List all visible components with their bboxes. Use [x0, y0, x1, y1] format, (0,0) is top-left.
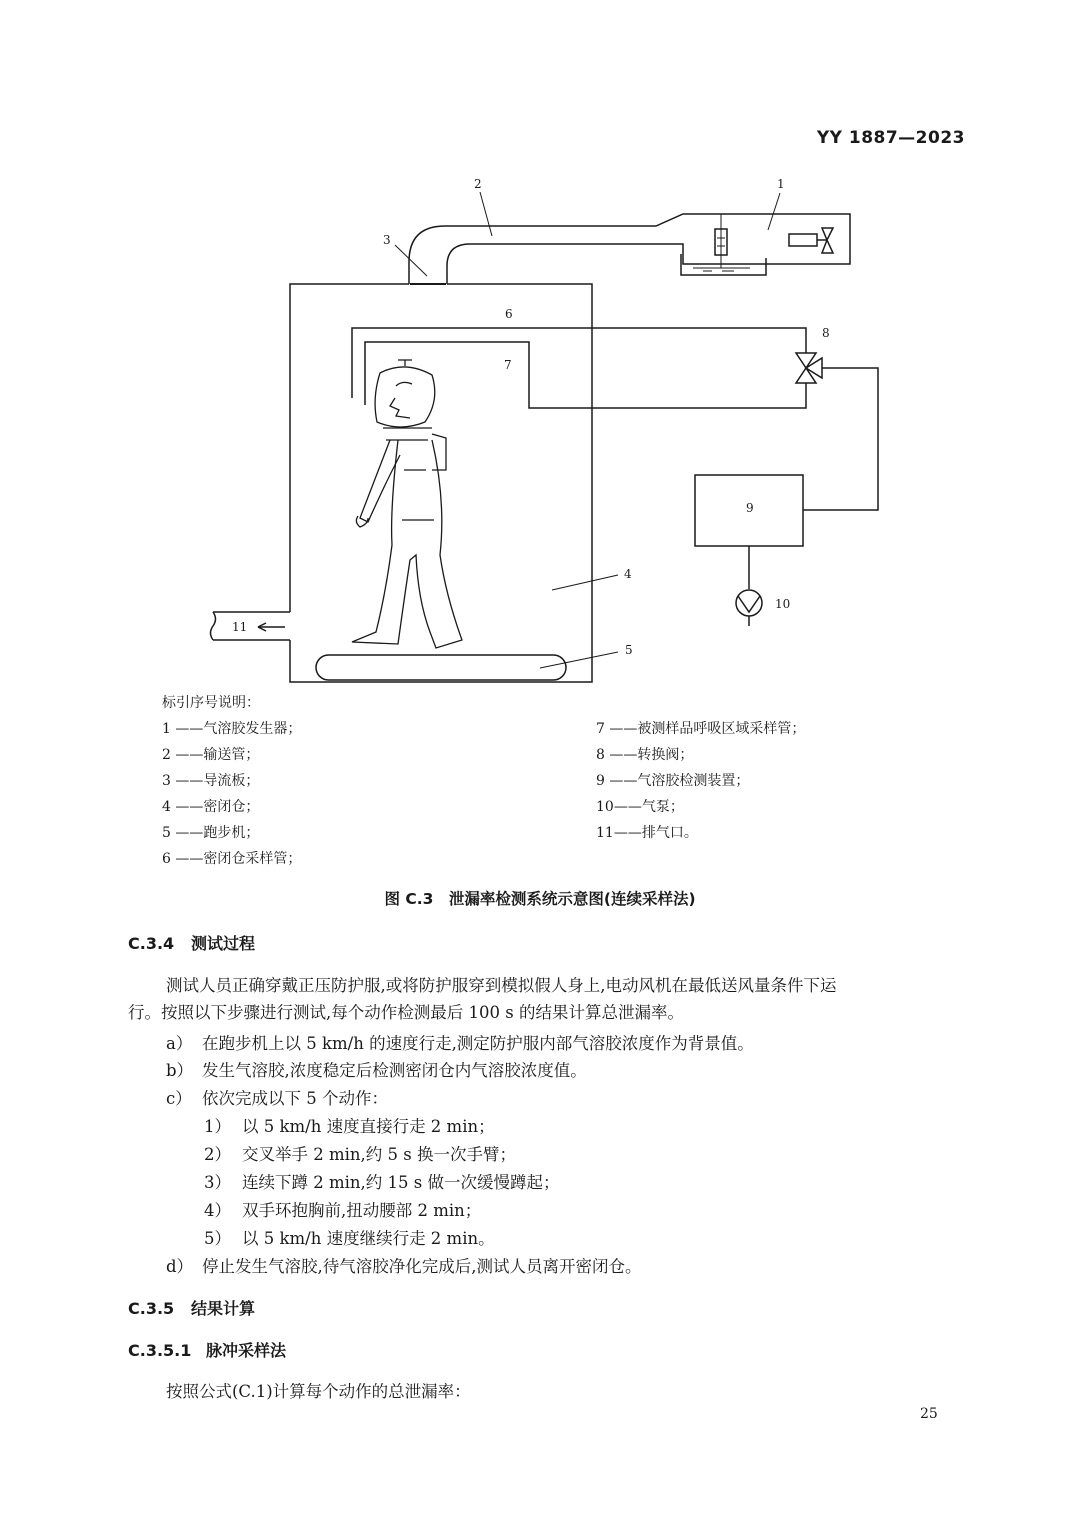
list-text: 停止发生气溶胶,待气溶胶净化完成后,测试人员离开密闭仓。 [202, 1257, 642, 1276]
section-title: 测试过程 [191, 934, 256, 953]
standard-code: YY 1887—2023 [816, 128, 965, 148]
label-7: 7 [504, 358, 512, 372]
label-11: 11 [232, 620, 248, 634]
section-title: 结果计算 [191, 1299, 256, 1318]
label-3: 3 [383, 233, 391, 247]
list-text: 双手环抱胸前,扭动腰部 2 min； [242, 1201, 482, 1220]
list-label: d） [166, 1257, 194, 1276]
list-label: 5） [204, 1229, 231, 1248]
label-2: 2 [474, 177, 482, 191]
list-text: 以 5 km/h 速度继续行走 2 min。 [242, 1229, 495, 1248]
figure-key-heading: 标引序号说明： [162, 695, 260, 711]
key-item: 6 ——密闭仓采样管； [162, 851, 302, 867]
label-6: 6 [505, 307, 513, 321]
page-number: 25 [920, 1406, 938, 1422]
list-text: 依次完成以下 5 个动作： [202, 1089, 388, 1108]
sub-list-item [204, 1225, 495, 1249]
key-item: 8 ——转换阀； [596, 747, 694, 763]
list-label: 3） [204, 1173, 231, 1192]
list-text: 以 5 km/h 速度直接行走 2 min； [242, 1117, 495, 1136]
list-item [166, 1057, 587, 1081]
label-10: 10 [775, 597, 791, 611]
list-text: 发生气溶胶,浓度稳定后检测密闭仓内气溶胶浓度值。 [202, 1061, 587, 1080]
leak-test-system-diagram [0, 0, 1080, 690]
list-item [166, 1030, 754, 1054]
figure-caption: 图 C.3 泄漏率检测系统示意图(连续采样法) [384, 890, 696, 908]
label-4: 4 [624, 567, 632, 581]
label-1: 1 [777, 177, 785, 191]
section-number: C.3.4 [128, 934, 175, 953]
sub-list-item [204, 1197, 481, 1221]
section-heading-c351 [128, 1338, 286, 1361]
key-item: 1 ——气溶胶发生器； [162, 721, 302, 737]
key-item: 11——排气口。 [596, 825, 698, 841]
label-8: 8 [822, 326, 830, 340]
list-text: 交叉举手 2 min,约 5 s 换一次手臂； [242, 1145, 516, 1164]
list-label: a） [166, 1034, 193, 1053]
list-item [166, 1253, 642, 1277]
key-item: 5 ——跑步机； [162, 825, 260, 841]
list-text: 在跑步机上以 5 km/h 的速度行走,测定防护服内部气溶胶浓度作为背景值。 [202, 1034, 754, 1053]
section-title: 脉冲采样法 [206, 1341, 287, 1360]
sub-list-item [204, 1113, 495, 1137]
list-item [166, 1085, 388, 1109]
paragraph-line: 测试人员正确穿戴正压防护服,或将防护服穿到模拟假人身上,电动风机在最低送风量条件下运 [166, 976, 837, 995]
list-label: 2） [204, 1145, 231, 1164]
section-number: C.3.5 [128, 1299, 175, 1318]
label-5: 5 [625, 643, 633, 657]
list-label: c） [166, 1089, 192, 1108]
key-item: 7 ——被测样品呼吸区域采样管； [596, 721, 806, 737]
key-item: 10——气泵； [596, 799, 684, 815]
sub-list-item [204, 1169, 559, 1193]
paragraph-line: 按照公式(C.1)计算每个动作的总泄漏率： [166, 1382, 471, 1401]
paragraph-line: 行。按照以下步骤进行测试,每个动作检测最后 100 s 的结果计算总泄漏率。 [128, 1003, 684, 1022]
key-item: 4 ——密闭仓； [162, 799, 260, 815]
list-label: 4） [204, 1201, 231, 1220]
key-item: 3 ——导流板； [162, 773, 260, 789]
section-heading-c35 [128, 1296, 255, 1319]
section-heading-c34 [128, 931, 255, 954]
list-label: 1） [204, 1117, 231, 1136]
list-label: b） [166, 1061, 194, 1080]
key-item: 9 ——气溶胶检测装置； [596, 773, 750, 789]
list-text: 连续下蹲 2 min,约 15 s 做一次缓慢蹲起； [242, 1173, 560, 1192]
section-number: C.3.5.1 [128, 1341, 192, 1360]
sub-list-item [204, 1141, 516, 1165]
label-9: 9 [746, 501, 754, 515]
key-item: 2 ——输送管； [162, 747, 260, 763]
